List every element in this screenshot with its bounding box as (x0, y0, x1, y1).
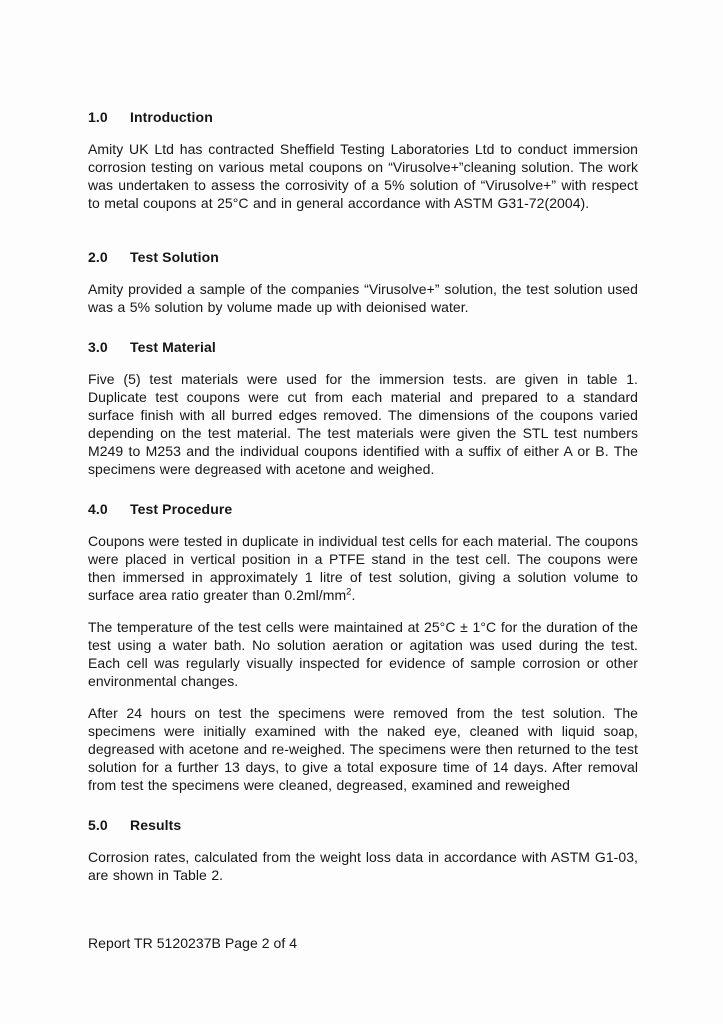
section-introduction (88, 108, 638, 212)
section-results (88, 816, 638, 884)
section-number: 2.0 (88, 249, 108, 265)
section-test-procedure (88, 500, 638, 794)
section-heading-results (88, 816, 638, 834)
section-title: Introduction (130, 109, 213, 125)
paragraph-text: . (351, 587, 356, 603)
paragraph: After 24 hours on test the specimens were removed from the test solution. The specimens were initially examined with the naked eye, cleaned with liquid soap, degreased with acetone and re-weighed. The specimens were then returned to the test solution for a further 13 days, to give a total exposure time of 14 days. After removal from test the specimens were cleaned, degreased, examined and reweighed (88, 705, 638, 793)
section-number: 1.0 (88, 109, 108, 125)
section-title: Results (130, 817, 182, 833)
paragraph: Five (5) test materials were used for the immersion tests. are given in table 1. Duplicate test coupons were cut from each material and prepared to a standard surface finish with all burred edges removed. The dimensions of the coupons varied depending on the test material. The test materials were given the STL test numbers M249 to M253 and the individual coupons identified with a suffix of either A or B. The specimens were degreased with acetone and weighed. (88, 371, 638, 477)
section-heading-test-material (88, 338, 638, 356)
paragraph: The temperature of the test cells were maintained at 25°C ± 1°C for the duration of the test using a water bath. No solution aeration or agitation was used during the test. Each cell was regularly visually inspected for evidence of sample corrosion or other environmental changes. (88, 619, 638, 689)
section-heading-test-solution (88, 248, 638, 266)
section-title: Test Material (130, 339, 216, 355)
paragraph: Corrosion rates, calculated from the weight loss data in accordance with ASTM G1-03, are shown in Table 2. (88, 849, 638, 883)
superscript: 2 (346, 586, 352, 598)
section-title: Test Procedure (130, 501, 233, 517)
paragraph: Amity provided a sample of the companies “Virusolve+” solution, the test solution used was a 5% solution by volume made up with deionised water. (88, 281, 638, 315)
section-heading-introduction (88, 108, 638, 126)
section-test-material (88, 338, 638, 478)
section-number: 3.0 (88, 339, 108, 355)
paragraph (88, 532, 638, 604)
section-number: 5.0 (88, 817, 108, 833)
page-footer: Report TR 5120237B Page 2 of 4 (88, 935, 298, 951)
paragraph: Amity UK Ltd has contracted Sheffield Testing Laboratories Ltd to conduct immersion corrosion testing on various metal coupons on “Virusolve+”cleaning solution. The work was undertaken to assess the corrosivity of a 5% solution of “Virusolve+” with respect to metal coupons at 25°C and in general accordance with ASTM G31-72(2004). (88, 141, 638, 211)
paragraph-text: Coupons were tested in duplicate in individual test cells for each material. The coupons were placed in vertical position in a PTFE stand in the test cell. The coupons were then immersed in approximately 1 litre of test solution, giving a solution volume to surface area ratio greater than 0.2ml/mm (88, 533, 638, 603)
section-title: Test Solution (130, 249, 219, 265)
section-number: 4.0 (88, 501, 108, 517)
section-heading-test-procedure (88, 500, 638, 518)
report-body (88, 108, 638, 898)
section-test-solution (88, 248, 638, 316)
